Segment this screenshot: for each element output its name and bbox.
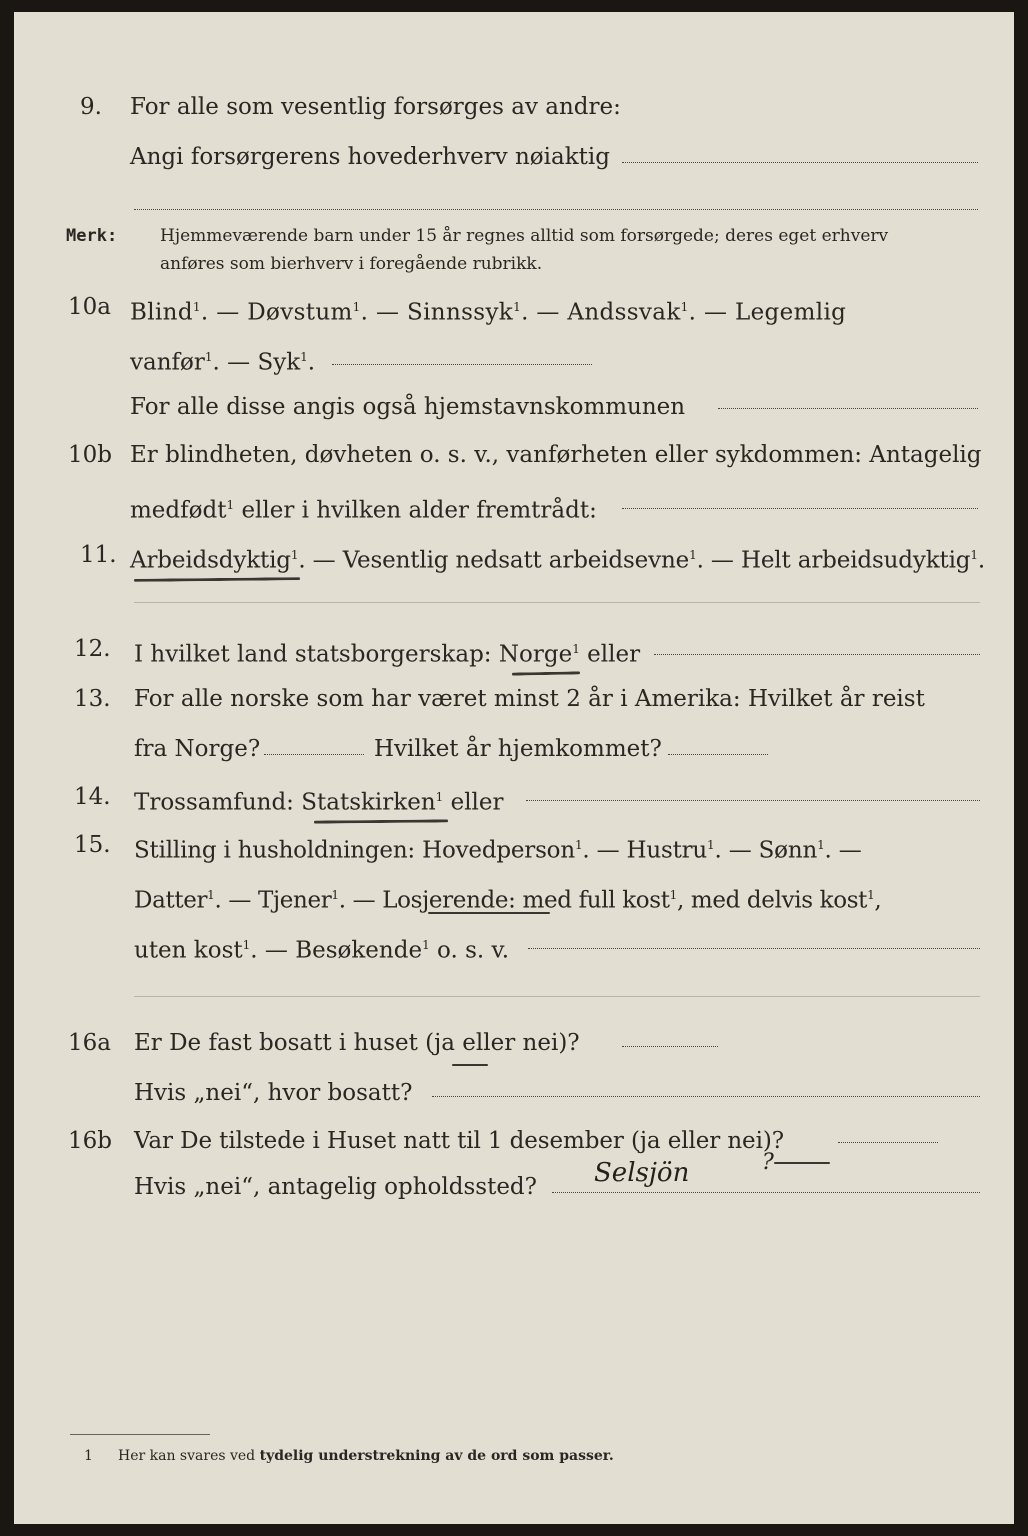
item-16b-line1: Var De tilstede i Huset natt til 1 desember (ja eller nei)? [134,1128,784,1154]
underline-arbeidsdyktig [134,577,300,582]
item-16a-number: 16a [68,1030,111,1056]
item-16b-number: 16b [68,1128,112,1154]
item-16b-answer-field[interactable] [838,1142,938,1143]
item-10a-line1: Blind$^1$. — Døvstum$^1$. — Sinnssyk$^1$. — Andssvak$^1$. — Legemlig [130,299,847,326]
item-13-line2a: fra Norge? [134,736,261,762]
section-divider-2 [134,996,980,997]
item-9-number: 9. [80,94,102,120]
item-15-number: 15. [74,832,111,858]
item-13-line1: For alle norske som har været minst 2 år i Amerika: Hvilket år reist [134,686,925,712]
note-line1: Hjemmeværende barn under 15 år regnes alltid som forsørgede; deres eget erhverv [160,226,889,246]
item-16b-whereabouts-field[interactable] [552,1192,980,1193]
underline-statskirken [314,819,448,823]
item-10b-line2: medfødt$^1$ eller i hvilken alder fremtrådt: [130,497,597,524]
handwritten-answer: Selsjön [594,1158,690,1188]
item-12-answer-field[interactable] [654,654,980,655]
item-10a-number: 10a [68,294,111,320]
item-9-answer-field[interactable] [622,162,978,163]
footnote-number: 1 [84,1448,93,1464]
underline-norge [512,671,580,675]
item-10b-number: 10b [68,442,112,468]
item-10a-line2: vanfør$^1$. — Syk$^1$. [130,349,316,376]
item-16a-line1: Er De fast bosatt i huset (ja eller nei)? [134,1030,580,1056]
item-14-number: 14. [74,784,111,810]
item-16a-line2: Hvis „nei“, hvor bosatt? [134,1080,413,1106]
note-label: Merk: [66,226,118,246]
item-12-line1: I hvilket land statsborgerskap: Norge$^1$ eller [134,641,641,668]
footnote-rule [70,1434,210,1435]
handwritten-mark: ? [762,1150,774,1175]
footnote-text: Her kan svares ved tydelig understrekning av de ord som passer. [118,1448,614,1464]
item-13-year-left-field[interactable] [264,754,364,755]
item-13-line2b: Hvilket år hjemkommet? [374,736,662,762]
item-9-line1: For alle som vesentlig forsørges av andre: [130,94,621,120]
item-15-line1: Stilling i husholdningen: Hovedperson$^1$. — Hustru$^1$. — Sønn$^1$. — [134,837,862,864]
underline-ja [452,1064,488,1066]
item-14-answer-field[interactable] [526,800,980,801]
underline-nei [774,1162,830,1164]
item-16b-line2: Hvis „nei“, antagelig opholdssted? [134,1174,537,1200]
item-10b-line1: Er blindheten, døvheten o. s. v., vanførheten eller sykdommen: Antagelig [130,442,982,468]
item-12-number: 12. [74,636,111,662]
item-15-line3: uten kost$^1$. — Besøkende$^1$ o. s. v. [134,937,510,964]
item-16a-residence-field[interactable] [432,1096,980,1097]
item-15-line2: Datter$^1$. — Tjener$^1$. — Losjerende: med full kost$^1$, med delvis kost$^1$, [134,887,882,914]
item-10a-line3: For alle disse angis også hjemstavnskommunen [130,394,686,420]
item-10a-answer-field[interactable] [332,364,592,365]
item-13-year-returned-field[interactable] [668,754,768,755]
item-9-answer-field-2[interactable] [134,209,978,210]
item-14-line1: Trossamfund: Statskirken$^1$ eller [134,789,504,816]
item-13-number: 13. [74,686,111,712]
item-11-number: 11. [80,542,117,568]
section-divider-1 [134,602,980,603]
census-form-page [14,12,1014,1524]
item-15-answer-field[interactable] [528,948,980,949]
item-11-line1: Arbeidsdyktig$^1$. — Vesentlig nedsatt arbeidsevne$^1$. — Helt arbeidsudyktig$^1$. [130,547,986,574]
note-line2: anføres som bierhverv i foregående rubrikk. [160,254,543,274]
item-16a-answer-field[interactable] [622,1046,718,1047]
item-10a-home-municipality-field[interactable] [718,408,978,409]
item-9-line2: Angi forsørgerens hovederhverv nøiaktig [130,144,610,170]
underline-losjerende [428,912,550,914]
item-10b-answer-field[interactable] [622,508,978,509]
